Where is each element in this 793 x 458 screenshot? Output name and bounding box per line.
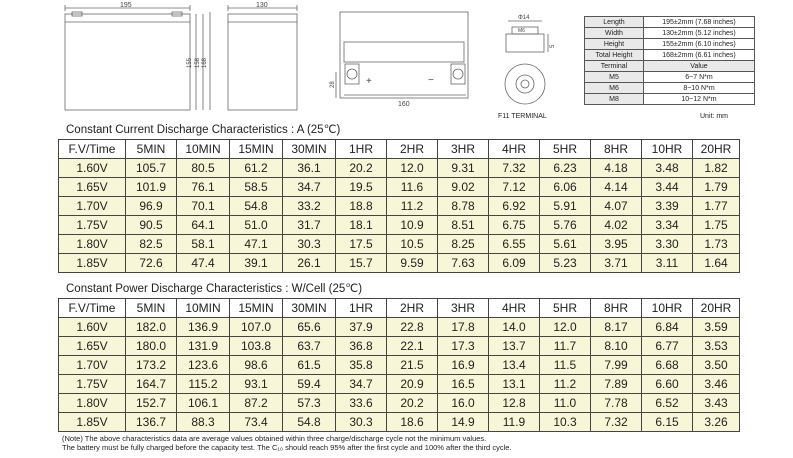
table-row xyxy=(59,159,740,178)
column-header: 30MIN xyxy=(283,299,336,318)
value-cell: 4.14 xyxy=(591,178,642,197)
spec-key: Height xyxy=(585,39,644,50)
row-voltage-cell: 1.80V xyxy=(59,394,126,413)
minus-sign: − xyxy=(428,75,434,86)
value-cell: 72.6 xyxy=(126,254,177,273)
column-header: 2HR xyxy=(387,299,438,318)
value-cell: 33.6 xyxy=(336,394,387,413)
table-row xyxy=(59,413,740,432)
value-cell: 7.63 xyxy=(438,254,489,273)
spec-value: 8~10 N*m xyxy=(644,83,755,94)
column-header: 3HR xyxy=(438,140,489,159)
table-row xyxy=(59,394,740,413)
value-cell: 182.0 xyxy=(126,318,177,337)
value-cell: 1.79 xyxy=(693,178,740,197)
spec-value: 6~7 N*m xyxy=(644,72,755,83)
value-cell: 10.5 xyxy=(387,235,438,254)
value-cell: 1.75 xyxy=(693,216,740,235)
value-cell: 88.3 xyxy=(177,413,230,432)
column-header: 10MIN xyxy=(177,299,230,318)
dim-bolt-height-label: 5 xyxy=(550,44,556,48)
value-cell: 11.0 xyxy=(540,394,591,413)
column-header: F.V/Time xyxy=(59,140,126,159)
value-cell: 9.31 xyxy=(438,159,489,178)
value-cell: 34.7 xyxy=(336,375,387,394)
value-cell: 30.3 xyxy=(283,235,336,254)
value-cell: 14.0 xyxy=(489,318,540,337)
value-cell: 58.5 xyxy=(230,178,283,197)
dim-spacing-label: 160 xyxy=(398,101,410,108)
value-cell: 20.2 xyxy=(336,159,387,178)
value-cell: 131.9 xyxy=(177,337,230,356)
value-cell: 14.9 xyxy=(438,413,489,432)
spec-key: M8 xyxy=(585,94,644,105)
table-row xyxy=(59,235,740,254)
dim-small-label: 28 xyxy=(330,81,336,88)
row-voltage-cell: 1.65V xyxy=(59,337,126,356)
row-voltage-cell: 1.75V xyxy=(59,216,126,235)
column-header: 10MIN xyxy=(177,140,230,159)
value-cell: 1.64 xyxy=(693,254,740,273)
value-cell: 22.8 xyxy=(387,318,438,337)
value-cell: 3.53 xyxy=(693,337,740,356)
value-cell: 107.0 xyxy=(230,318,283,337)
column-header: 5MIN xyxy=(126,299,177,318)
value-cell: 101.9 xyxy=(126,178,177,197)
value-cell: 18.1 xyxy=(336,216,387,235)
value-cell: 3.11 xyxy=(642,254,693,273)
value-cell: 36.8 xyxy=(336,337,387,356)
value-cell: 87.2 xyxy=(230,394,283,413)
technical-drawing xyxy=(0,0,580,130)
column-header: 30MIN xyxy=(283,140,336,159)
value-cell: 16.9 xyxy=(438,356,489,375)
column-header: 8HR xyxy=(591,140,642,159)
value-cell: 7.78 xyxy=(591,394,642,413)
row-voltage-cell: 1.80V xyxy=(59,235,126,254)
terminal-type-label: F11 TERMINAL xyxy=(498,113,547,120)
value-cell: 17.5 xyxy=(336,235,387,254)
terminal-row xyxy=(585,72,755,83)
value-cell: 12.8 xyxy=(489,394,540,413)
column-header: 1HR xyxy=(336,299,387,318)
value-cell: 6.15 xyxy=(642,413,693,432)
value-cell: 54.8 xyxy=(230,197,283,216)
table-header-row xyxy=(59,140,740,159)
table-row xyxy=(59,197,740,216)
spec-key: Terminal xyxy=(585,61,644,72)
value-cell: 30.3 xyxy=(336,413,387,432)
column-header: 3HR xyxy=(438,299,489,318)
spec-key: Width xyxy=(585,28,644,39)
column-header: 10HR xyxy=(642,299,693,318)
dim-bolt-thread-label: M6 xyxy=(518,28,525,34)
value-cell: 6.75 xyxy=(489,216,540,235)
value-cell: 11.2 xyxy=(387,197,438,216)
value-cell: 90.5 xyxy=(126,216,177,235)
value-cell: 80.5 xyxy=(177,159,230,178)
value-cell: 8.17 xyxy=(591,318,642,337)
value-cell: 123.6 xyxy=(177,356,230,375)
value-cell: 18.8 xyxy=(336,197,387,216)
value-cell: 152.7 xyxy=(126,394,177,413)
dim-h2-label: 168 xyxy=(202,57,208,68)
table-row xyxy=(59,254,740,273)
value-cell: 106.1 xyxy=(177,394,230,413)
table-row xyxy=(59,318,740,337)
value-cell: 6.55 xyxy=(489,235,540,254)
value-cell: 8.25 xyxy=(438,235,489,254)
value-cell: 7.32 xyxy=(489,159,540,178)
value-cell: 6.77 xyxy=(642,337,693,356)
unit-label: Unit: mm xyxy=(700,113,728,120)
value-cell: 3.26 xyxy=(693,413,740,432)
value-cell: 61.5 xyxy=(283,356,336,375)
value-cell: 96.9 xyxy=(126,197,177,216)
value-cell: 20.9 xyxy=(387,375,438,394)
value-cell: 47.1 xyxy=(230,235,283,254)
value-cell: 61.2 xyxy=(230,159,283,178)
spec-row xyxy=(585,50,755,61)
column-header: 2HR xyxy=(387,140,438,159)
terminal-row xyxy=(585,83,755,94)
value-cell: 64.1 xyxy=(177,216,230,235)
value-cell: 13.1 xyxy=(489,375,540,394)
value-cell: 11.9 xyxy=(489,413,540,432)
value-cell: 3.34 xyxy=(642,216,693,235)
column-header: 20HR xyxy=(693,299,740,318)
column-header: 4HR xyxy=(489,140,540,159)
table-row xyxy=(59,375,740,394)
table-header-row xyxy=(59,299,740,318)
column-header: 1HR xyxy=(336,140,387,159)
dim-depth-label: 130 xyxy=(256,2,268,9)
spec-key: M6 xyxy=(585,83,644,94)
value-cell: 58.1 xyxy=(177,235,230,254)
table-row xyxy=(59,178,740,197)
value-cell: 6.23 xyxy=(540,159,591,178)
value-cell: 63.7 xyxy=(283,337,336,356)
row-voltage-cell: 1.70V xyxy=(59,356,126,375)
value-cell: 5.61 xyxy=(540,235,591,254)
value-cell: 3.44 xyxy=(642,178,693,197)
value-cell: 3.30 xyxy=(642,235,693,254)
value-cell: 4.07 xyxy=(591,197,642,216)
top-view xyxy=(336,12,468,98)
value-cell: 3.46 xyxy=(693,375,740,394)
value-cell: 13.7 xyxy=(489,337,540,356)
value-cell: 1.77 xyxy=(693,197,740,216)
table-row xyxy=(59,356,740,375)
value-cell: 12.0 xyxy=(540,318,591,337)
column-header: 4HR xyxy=(489,299,540,318)
value-cell: 13.4 xyxy=(489,356,540,375)
value-cell: 18.6 xyxy=(387,413,438,432)
value-cell: 3.95 xyxy=(591,235,642,254)
terminal-header-row xyxy=(585,61,755,72)
value-cell: 11.5 xyxy=(540,356,591,375)
value-cell: 6.09 xyxy=(489,254,540,273)
value-cell: 1.73 xyxy=(693,235,740,254)
value-cell: 9.59 xyxy=(387,254,438,273)
dim-bolt-dia-label: Φ14 xyxy=(518,15,530,21)
value-cell: 17.3 xyxy=(438,337,489,356)
value-cell: 164.7 xyxy=(126,375,177,394)
value-cell: 70.1 xyxy=(177,197,230,216)
value-cell: 31.7 xyxy=(283,216,336,235)
value-cell: 3.59 xyxy=(693,318,740,337)
value-cell: 7.12 xyxy=(489,178,540,197)
value-cell: 11.7 xyxy=(540,337,591,356)
spec-value: 10~12 N*m xyxy=(644,94,755,105)
value-cell: 136.9 xyxy=(177,318,230,337)
value-cell: 4.02 xyxy=(591,216,642,235)
value-cell: 4.18 xyxy=(591,159,642,178)
value-cell: 136.7 xyxy=(126,413,177,432)
column-header: 5HR xyxy=(540,140,591,159)
spec-value: Value xyxy=(644,61,755,72)
value-cell: 7.99 xyxy=(591,356,642,375)
value-cell: 5.76 xyxy=(540,216,591,235)
value-cell: 180.0 xyxy=(126,337,177,356)
value-cell: 20.2 xyxy=(387,394,438,413)
dim-h3-label: 158 xyxy=(195,57,201,68)
spec-value: 155±2mm (6.10 inches) xyxy=(644,39,755,50)
value-cell: 105.7 xyxy=(126,159,177,178)
dim-width-label: 195 xyxy=(120,2,132,9)
value-cell: 36.1 xyxy=(283,159,336,178)
terminal-detail xyxy=(505,21,548,104)
value-cell: 6.84 xyxy=(642,318,693,337)
column-header: 15MIN xyxy=(230,140,283,159)
value-cell: 1.82 xyxy=(693,159,740,178)
value-cell: 59.4 xyxy=(283,375,336,394)
value-cell: 76.1 xyxy=(177,178,230,197)
column-header: 15MIN xyxy=(230,299,283,318)
terminal-row xyxy=(585,94,755,105)
value-cell: 54.8 xyxy=(283,413,336,432)
dim-h1-label: 155 xyxy=(187,57,193,68)
row-voltage-cell: 1.60V xyxy=(59,318,126,337)
value-cell: 39.1 xyxy=(230,254,283,273)
value-cell: 5.91 xyxy=(540,197,591,216)
value-cell: 5.23 xyxy=(540,254,591,273)
spec-key: Total Height xyxy=(585,50,644,61)
value-cell: 9.02 xyxy=(438,178,489,197)
spec-key: Length xyxy=(585,17,644,28)
table-row xyxy=(59,337,740,356)
value-cell: 51.0 xyxy=(230,216,283,235)
dimension-drawings xyxy=(0,0,580,130)
value-cell: 65.6 xyxy=(283,318,336,337)
value-cell: 6.52 xyxy=(642,394,693,413)
column-header: 5MIN xyxy=(126,140,177,159)
current-discharge-table xyxy=(58,139,740,273)
value-cell: 47.4 xyxy=(177,254,230,273)
row-voltage-cell: 1.85V xyxy=(59,254,126,273)
value-cell: 34.7 xyxy=(283,178,336,197)
value-cell: 19.5 xyxy=(336,178,387,197)
value-cell: 15.7 xyxy=(336,254,387,273)
column-header: 5HR xyxy=(540,299,591,318)
value-cell: 8.10 xyxy=(591,337,642,356)
spec-row xyxy=(585,39,755,50)
value-cell: 103.8 xyxy=(230,337,283,356)
value-cell: 173.2 xyxy=(126,356,177,375)
spec-table xyxy=(584,16,755,105)
value-cell: 3.43 xyxy=(693,394,740,413)
value-cell: 3.71 xyxy=(591,254,642,273)
value-cell: 35.8 xyxy=(336,356,387,375)
value-cell: 8.51 xyxy=(438,216,489,235)
value-cell: 33.2 xyxy=(283,197,336,216)
value-cell: 98.6 xyxy=(230,356,283,375)
side-view xyxy=(228,5,297,110)
value-cell: 11.6 xyxy=(387,178,438,197)
row-voltage-cell: 1.65V xyxy=(59,178,126,197)
front-view xyxy=(65,5,210,110)
current-table-title: Constant Current Discharge Characteristics : A (25℃) xyxy=(66,124,341,136)
row-voltage-cell: 1.60V xyxy=(59,159,126,178)
value-cell: 12.0 xyxy=(387,159,438,178)
value-cell: 37.9 xyxy=(336,318,387,337)
value-cell: 57.3 xyxy=(283,394,336,413)
column-header: 8HR xyxy=(591,299,642,318)
value-cell: 6.68 xyxy=(642,356,693,375)
spec-row xyxy=(585,28,755,39)
value-cell: 93.1 xyxy=(230,375,283,394)
row-voltage-cell: 1.75V xyxy=(59,375,126,394)
plus-sign: + xyxy=(366,76,372,87)
value-cell: 11.2 xyxy=(540,375,591,394)
value-cell: 73.4 xyxy=(230,413,283,432)
value-cell: 115.2 xyxy=(177,375,230,394)
value-cell: 16.0 xyxy=(438,394,489,413)
spec-row xyxy=(585,17,755,28)
value-cell: 26.1 xyxy=(283,254,336,273)
value-cell: 6.06 xyxy=(540,178,591,197)
column-header: 20HR xyxy=(693,140,740,159)
value-cell: 3.50 xyxy=(693,356,740,375)
value-cell: 10.9 xyxy=(387,216,438,235)
value-cell: 10.3 xyxy=(540,413,591,432)
spec-value: 168±2mm (6.61 inches) xyxy=(644,50,755,61)
value-cell: 8.78 xyxy=(438,197,489,216)
power-table-title: Constant Power Discharge Characteristics : W/Cell (25℃) xyxy=(66,283,363,295)
value-cell: 21.5 xyxy=(387,356,438,375)
note-line-1: (Note) The above characteristics data are average values obtained within three charge/discharge cycle not the minimum values. xyxy=(62,434,487,443)
note-line-2: The battery must be fully charged before the capacity test. The C₁₀ should reach 95% after the first cycle and 100% after the third cycle. xyxy=(62,443,512,452)
power-discharge-table xyxy=(58,298,740,432)
value-cell: 16.5 xyxy=(438,375,489,394)
spec-value: 195±2mm (7.68 inches) xyxy=(644,17,755,28)
value-cell: 82.5 xyxy=(126,235,177,254)
value-cell: 3.39 xyxy=(642,197,693,216)
table-row xyxy=(59,216,740,235)
value-cell: 22.1 xyxy=(387,337,438,356)
column-header: 10HR xyxy=(642,140,693,159)
row-voltage-cell: 1.70V xyxy=(59,197,126,216)
value-cell: 7.32 xyxy=(591,413,642,432)
value-cell: 6.92 xyxy=(489,197,540,216)
spec-key: M5 xyxy=(585,72,644,83)
row-voltage-cell: 1.85V xyxy=(59,413,126,432)
column-header: F.V/Time xyxy=(59,299,126,318)
value-cell: 3.48 xyxy=(642,159,693,178)
value-cell: 7.89 xyxy=(591,375,642,394)
value-cell: 6.60 xyxy=(642,375,693,394)
spec-value: 130±2mm (5.12 inches) xyxy=(644,28,755,39)
value-cell: 17.8 xyxy=(438,318,489,337)
